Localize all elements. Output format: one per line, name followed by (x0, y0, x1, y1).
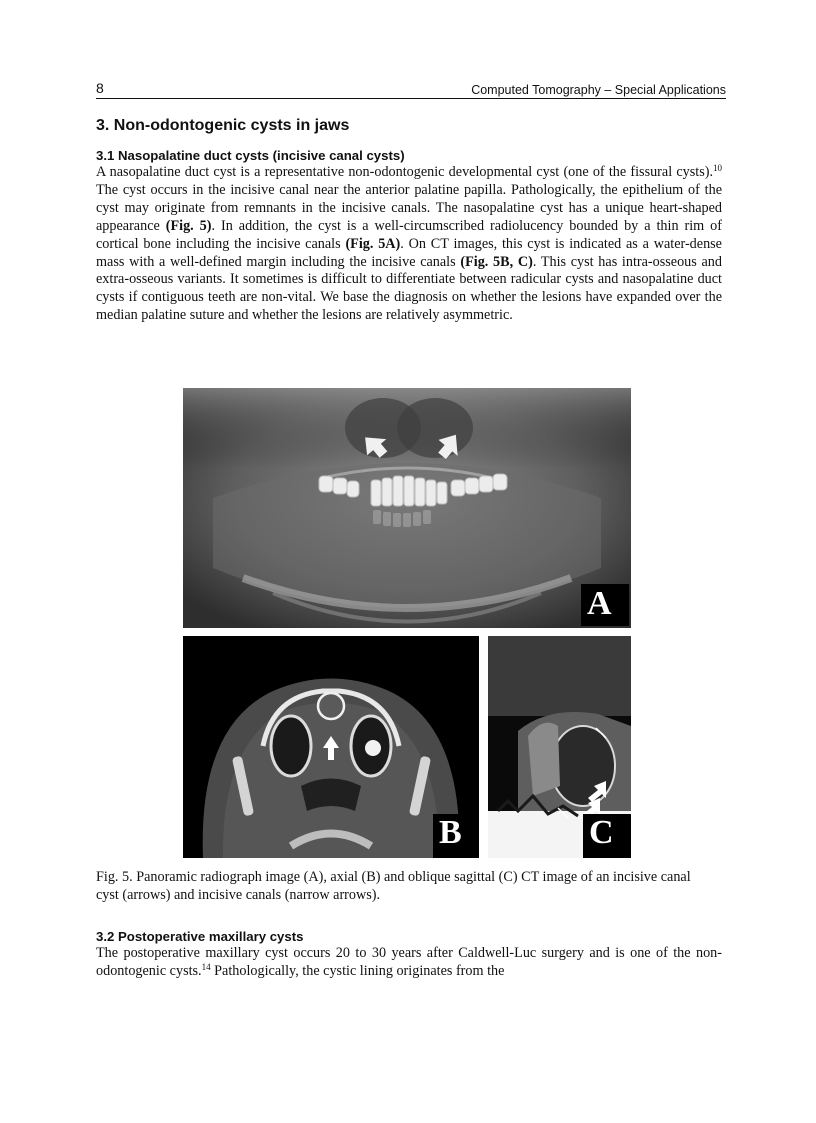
figure-reference: (Fig. 5A) (345, 235, 401, 252)
subsection-heading-3-1: 3.1 Nasopalatine duct cysts (incisive canal cysts) (96, 148, 405, 163)
figure-panel-c-oblique-sagittal-ct (488, 636, 631, 858)
running-header (96, 78, 726, 99)
reference-superscript: 10 (713, 163, 722, 173)
paragraph-postoperative (96, 945, 722, 981)
text-run: A nasopalatine duct cyst is a representative non-odontogenic developmental cyst (one of the fissural cysts). (96, 164, 713, 180)
figure-reference: (Fig. 5B, C) (460, 253, 533, 270)
page-number: 8 (96, 80, 104, 96)
figure-panel-a-panoramic-radiograph (183, 388, 631, 628)
paragraph-nasopalatine (96, 164, 722, 325)
figure-reference: (Fig. 5) (165, 217, 212, 234)
text-run: . This cyst has intra-osseous and extra-osseous variants. It sometimes is difficult to differentiate between radicular cysts and nasopalatine duct cysts if contiguous teeth are non-vital. We base the diagnosis on whether the lesions have expanded over the median palatine suture and whether the lesions are relatively asymmetric. (96, 253, 722, 324)
text-run: . On CT images, this cyst is indicated as a water-dense mass with a well-defined margin including the incisive canals (96, 235, 722, 270)
figure-panel-b-axial-ct (183, 636, 479, 858)
panel-a-label: A (587, 585, 612, 622)
text-run: . In addition, the cyst is a well-circumscribed radiolucency bounded by a thin rim of cortical bone including the incisive canals (96, 217, 722, 252)
section-heading: 3. Non-odontogenic cysts in jaws (96, 117, 350, 134)
text-run: The cyst occurs in the incisive canal near the anterior palatine papilla. Pathologically, the epithelium of the cyst may originate from remnants in the incisive canals. The nasopalatine cyst has a unique heart-shaped appearance (96, 181, 722, 234)
panoramic-radiograph-image (183, 388, 631, 628)
panel-b-label: B (439, 814, 462, 851)
book-title: Computed Tomography – Special Applications (471, 83, 726, 97)
subsection-heading-3-2: 3.2 Postoperative maxillary cysts (96, 929, 304, 944)
text-run: Pathologically, the cystic lining originates from the (210, 962, 505, 979)
reference-superscript: 14 (201, 961, 211, 972)
text-run: The postoperative maxillary cyst occurs 20 to 30 years after Caldwell-Luc surgery and is one of the non-odontogenic cysts. (96, 945, 722, 979)
panel-c-label: C (589, 814, 614, 851)
figure-caption: Fig. 5. Panoramic radiograph image (A), axial (B) and oblique sagittal (C) CT image of an incisive canal cyst (arrows) and incisive canals (narrow arrows). (96, 869, 691, 903)
